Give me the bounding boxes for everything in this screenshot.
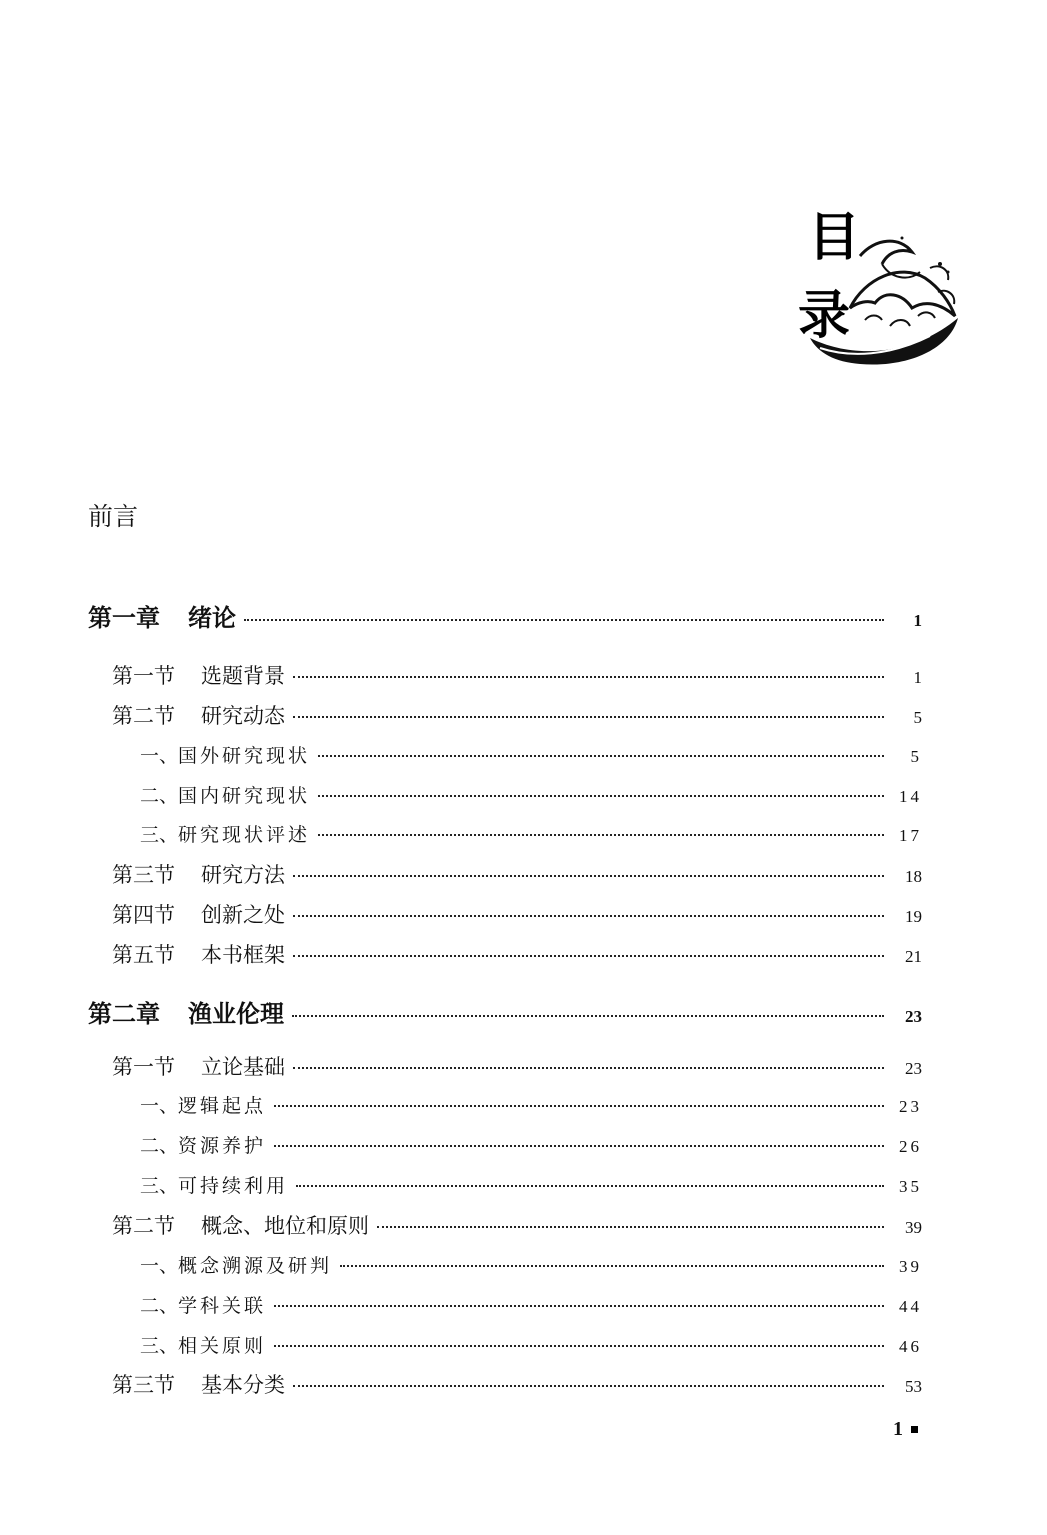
toc-entry-page: 14: [899, 787, 922, 806]
dot-leader: [293, 1067, 884, 1069]
toc-entry-chapter[interactable]: [88, 598, 922, 633]
dot-leader: [293, 955, 884, 957]
toc-entry-section[interactable]: [112, 660, 922, 690]
toc-entry-number: 一、: [140, 745, 179, 767]
dot-leader: [340, 1265, 884, 1267]
preface-heading[interactable]: 前言: [88, 502, 139, 531]
toc-entry-title: 逻辑起点: [178, 1095, 267, 1117]
toc-entry-number: 第一章: [88, 604, 160, 632]
dot-leader: [293, 716, 884, 718]
toc-entry-title: 渔业伦理: [188, 1000, 284, 1028]
dot-leader: [296, 1185, 884, 1187]
toc-entry-page: 17: [899, 826, 922, 845]
dot-leader: [318, 795, 884, 797]
page-number-footer: [893, 1418, 918, 1441]
toc-entry-number: 二、: [140, 1295, 179, 1317]
toc-entry-title: 相关原则: [178, 1335, 267, 1357]
toc-entry-title: 选题背景: [201, 664, 285, 688]
toc-entry-number: 第三节: [112, 1373, 175, 1397]
toc-entry-subsection[interactable]: [140, 1331, 922, 1358]
toc-entry-number: 二、: [140, 785, 179, 807]
toc-entry-title: 国外研究现状: [178, 745, 311, 767]
toc-entry-subsection[interactable]: [140, 1091, 922, 1118]
toc-entry-title: 可持续利用: [178, 1175, 289, 1197]
toc-title-char-2: 录: [798, 286, 851, 346]
toc-entry-section[interactable]: [112, 1051, 922, 1081]
toc-entry-title: 研究方法: [201, 863, 285, 887]
toc-entry-number: 二、: [140, 1135, 179, 1157]
toc-entry-title: 绪论: [188, 604, 236, 632]
toc-entry-number: 第二节: [112, 704, 175, 728]
toc-entry-subsection[interactable]: [140, 1291, 922, 1318]
toc-entry-page: 23: [899, 1097, 922, 1116]
toc-entry-title: 国内研究现状: [178, 785, 311, 807]
toc-entry-number: 第四节: [112, 903, 175, 927]
toc-entry-subsection[interactable]: [140, 1251, 922, 1278]
dot-leader: [318, 755, 884, 757]
toc-entry-number: 第一节: [112, 664, 175, 688]
toc-entry-page: 21: [905, 947, 922, 966]
toc-entry-page: 35: [899, 1177, 922, 1196]
toc-entry-page: 5: [910, 747, 922, 766]
toc-entry-section[interactable]: [112, 700, 922, 730]
toc-entry-subsection[interactable]: [140, 1171, 922, 1198]
toc-entry-page: 39: [899, 1257, 922, 1276]
toc-entry-page: 53: [905, 1377, 922, 1396]
toc-entry-title: 研究现状评述: [178, 824, 311, 846]
dot-leader: [293, 676, 884, 678]
toc-entry-section[interactable]: [112, 859, 922, 889]
toc-entry-section[interactable]: [112, 1210, 922, 1240]
toc-entry-number: 第二节: [112, 1214, 175, 1238]
toc-entry-number: 三、: [140, 824, 179, 846]
toc-entry-page: 46: [899, 1337, 922, 1356]
toc-entry-number: 第二章: [88, 1000, 160, 1028]
toc-entry-number: 三、: [140, 1175, 179, 1197]
toc-entry-title: 立论基础: [201, 1055, 285, 1079]
toc-entry-title: 本书框架: [201, 943, 285, 967]
toc-entry-title: 学科关联: [178, 1295, 267, 1317]
toc-entry-title: 创新之处: [201, 903, 285, 927]
toc-entry-subsection[interactable]: [140, 741, 922, 768]
toc-entry-page: 23: [905, 1007, 922, 1026]
square-bullet-icon: [911, 1426, 918, 1433]
toc-entry-subsection[interactable]: [140, 781, 922, 808]
toc-entry-page: 19: [905, 907, 922, 926]
toc-entry-number: 第三节: [112, 863, 175, 887]
toc-entry-number: 一、: [140, 1255, 179, 1277]
dot-leader: [293, 915, 884, 917]
toc-entry-subsection[interactable]: [140, 820, 922, 847]
toc-entry-page: 18: [905, 867, 922, 886]
toc-entry-page: 1: [913, 668, 922, 687]
toc-entry-subsection[interactable]: [140, 1131, 922, 1158]
dot-leader: [244, 619, 884, 621]
toc-entry-page: 5: [913, 708, 922, 727]
toc-entry-page: 39: [905, 1218, 922, 1237]
toc-title-char-1: 目: [808, 208, 861, 268]
toc-entry-title: 资源养护: [178, 1135, 267, 1157]
toc-entry-section[interactable]: [112, 1369, 922, 1399]
dot-leader: [274, 1105, 884, 1107]
toc-entry-page: 44: [899, 1297, 922, 1316]
dot-leader: [293, 1385, 884, 1387]
toc-entry-section[interactable]: [112, 939, 922, 969]
toc-entry-title: 概念、地位和原则: [201, 1214, 369, 1238]
toc-entry-number: 第一节: [112, 1055, 175, 1079]
dot-leader: [274, 1145, 884, 1147]
toc-entry-number: 第五节: [112, 943, 175, 967]
dot-leader: [293, 875, 884, 877]
page-number: 1: [893, 1418, 903, 1440]
toc-entry-title: 研究动态: [201, 704, 285, 728]
toc-entry-section[interactable]: [112, 899, 922, 929]
toc-entry-page: 23: [905, 1059, 922, 1078]
toc-entry-page: 1: [913, 611, 922, 630]
toc-entry-number: 一、: [140, 1095, 179, 1117]
dot-leader: [377, 1226, 884, 1228]
toc-entry-title: 基本分类: [201, 1373, 285, 1397]
dot-leader: [318, 834, 884, 836]
toc-entry-page: 26: [899, 1137, 922, 1156]
toc-entry-chapter[interactable]: [88, 994, 922, 1029]
dot-leader: [274, 1305, 884, 1307]
dot-leader: [274, 1345, 884, 1347]
toc-entry-number: 三、: [140, 1335, 179, 1357]
dot-leader: [292, 1015, 884, 1017]
toc-entry-title: 概念溯源及研判: [178, 1255, 333, 1277]
